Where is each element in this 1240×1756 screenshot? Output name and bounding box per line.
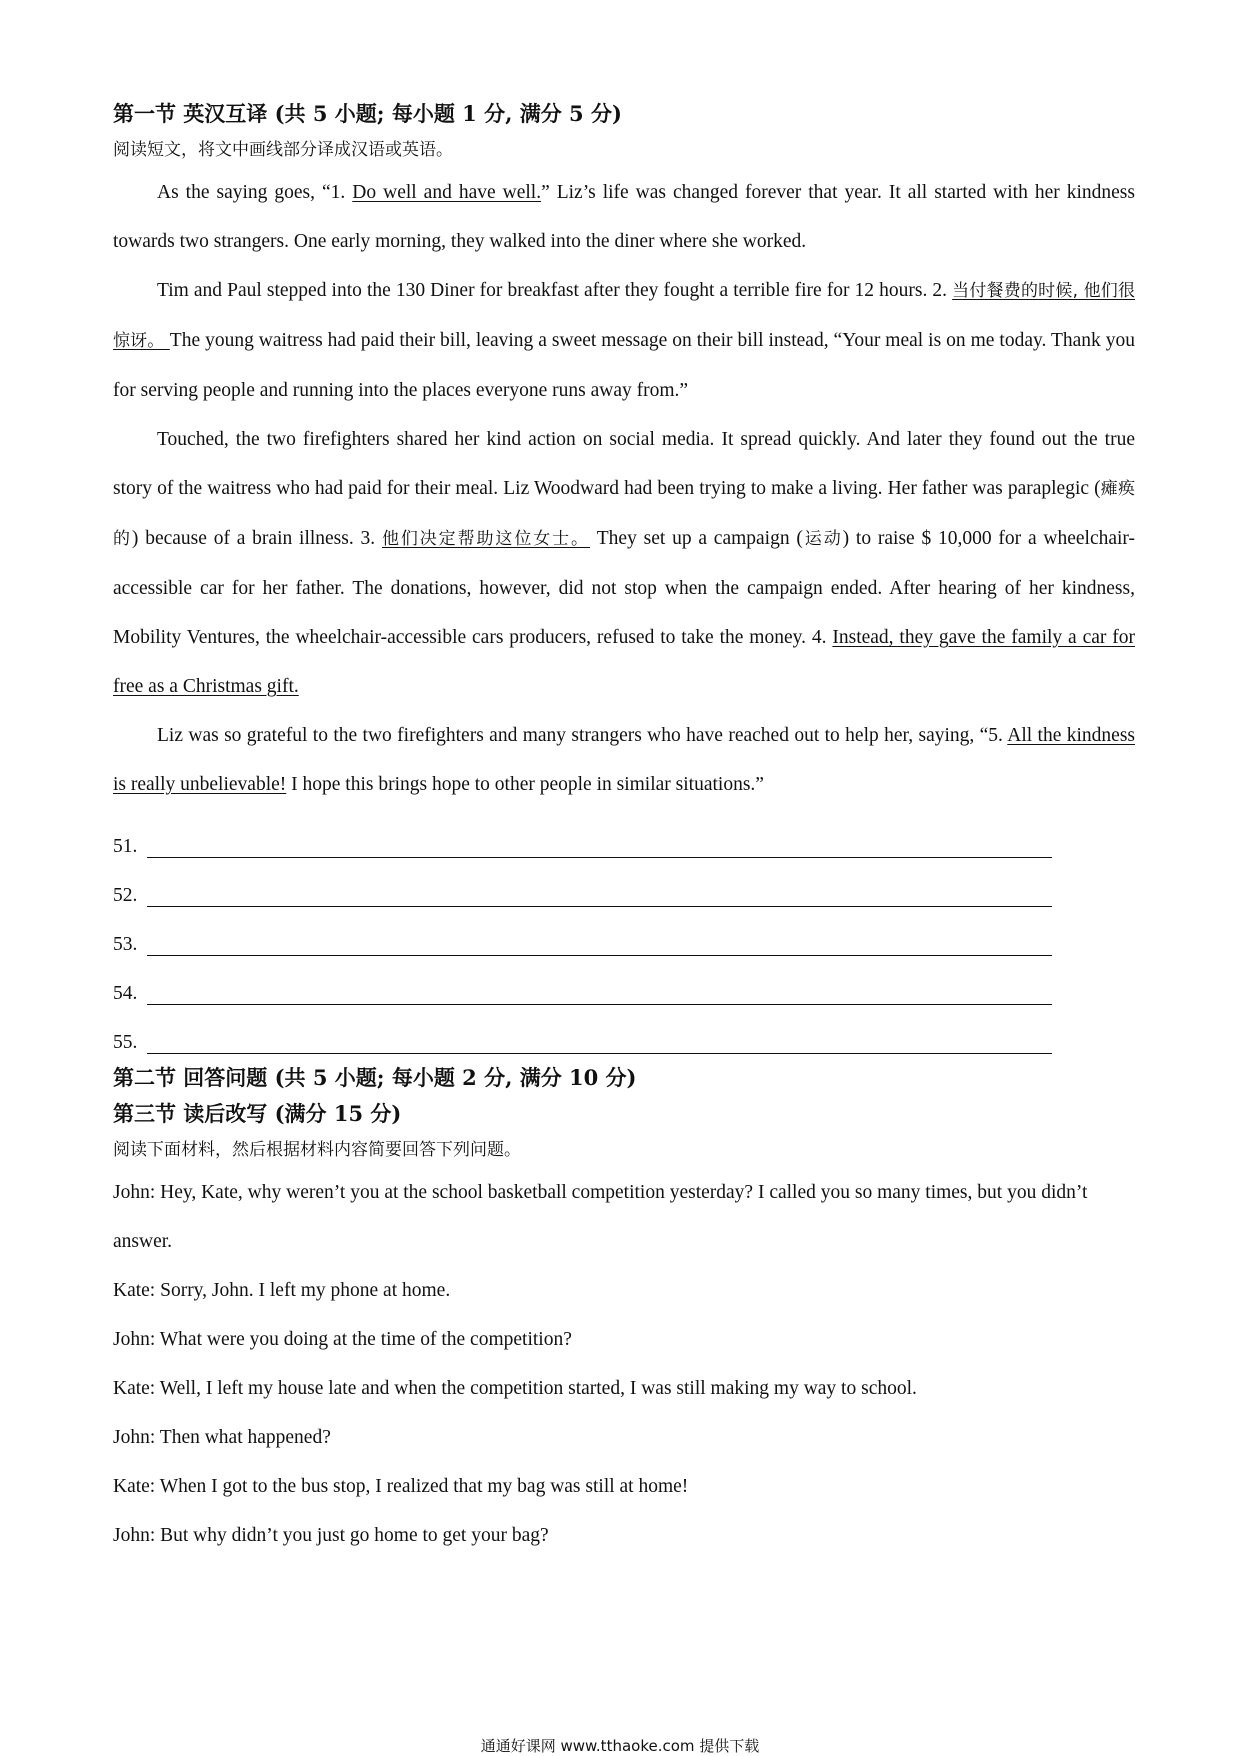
underlined-item-3: 他们决定帮助这位女士。 xyxy=(381,529,590,549)
section1-instruction: 阅读短文，将文中画线部分译成汉语或英语。 xyxy=(113,140,453,160)
section3-heading: 第三节 读后改写 (满分 15 分) xyxy=(113,1101,402,1126)
document-page xyxy=(113,96,1135,1560)
dialogue-line: John: But why didn’t you just go home to get your bag? xyxy=(113,1525,549,1546)
section3-instruction: 阅读下面材料，然后根据材料内容简要回答下列问题。 xyxy=(113,1140,521,1160)
paragraph-4: Liz was so grateful to the two firefighters and many strangers who have reached out to help her, saying, “5. All the kindness is really unbelievable! I hope this brings hope to other people in similar situations.” xyxy=(113,725,1135,795)
paragraph-2: Tim and Paul stepped into the 130 Diner for breakfast after they fought a terrible fire for 12 hours. 2. 当付餐费的时候, 他们很惊讶。 The young waitress had paid their bill, leaving a sweet message on their bill instead, “Your meal is on me today. Thank you for serving people and running into the places everyone runs away from.” xyxy=(113,280,1135,401)
underlined-item-5: All the kindness is really unbelievable! xyxy=(113,725,1135,795)
section2-heading: 第二节 回答问题 (共 5 小题; 每小题 2 分, 满分 10 分) xyxy=(113,1065,637,1090)
answer-lines xyxy=(113,809,1135,1054)
dialogue-line: Kate: Well, I left my house late and when the competition started, I was still making my way to school. xyxy=(113,1378,917,1399)
dialogue-line: Kate: Sorry, John. I left my phone at home. xyxy=(113,1280,451,1301)
answer-line-51[interactable]: 51. xyxy=(113,809,1135,858)
underlined-item-1: Do well and have well. xyxy=(352,182,542,203)
answer-line-55[interactable]: 55. xyxy=(113,1005,1135,1054)
dialogue-line: John: Then what happened? xyxy=(113,1427,331,1448)
answer-line-53[interactable]: 53. xyxy=(113,907,1135,956)
page-footer: 通通好课网 www.tthaoke.com 提供下载 xyxy=(480,1737,760,1755)
answer-line-54[interactable]: 54. xyxy=(113,956,1135,1005)
section1-heading: 第一节 英汉互译 (共 5 小题; 每小题 1 分, 满分 5 分) xyxy=(113,101,622,126)
underlined-item-2: 当付餐费的时候, 他们很惊讶。 xyxy=(113,281,1135,351)
underlined-item-4: Instead, they gave the family a car for free as a Christmas gift. xyxy=(113,627,1135,697)
paragraph-1: As the saying goes, “1. Do well and have well.” Liz’s life was changed forever that year. It all started with her kindness towards two strangers. One early morning, they walked into the diner where she worked. xyxy=(113,182,1135,252)
dialogue-line: John: Hey, Kate, why weren’t you at the school basketball competition yesterday? I called you so many times, but you didn’t answer. xyxy=(113,1182,1088,1252)
dialogue-line: Kate: When I got to the bus stop, I realized that my bag was still at home! xyxy=(113,1476,689,1497)
answer-line-52[interactable]: 52. xyxy=(113,858,1135,907)
paragraph-3: Touched, the two firefighters shared her kind action on social media. It spread quickly. And later they found out the true story of the waitress who had paid for their meal. Liz Woodward had been trying to make a living. Her father was paraplegic (瘫痪的) because of a brain illness. 3. 他们决定帮助这位女士。 They set up a campaign (运动) to raise $ 10,000 for a wheelchair-accessible car for her father. The donations, however, did not stop when the campaign ended. After hearing of her kindness, Mobility Ventures, the wheelchair-accessible cars producers, refused to take the money. 4. Instead, they gave the family a car for free as a Christmas gift. xyxy=(113,429,1136,697)
dialogue-line: John: What were you doing at the time of the competition? xyxy=(113,1329,572,1350)
dialogue xyxy=(113,1168,1135,1560)
